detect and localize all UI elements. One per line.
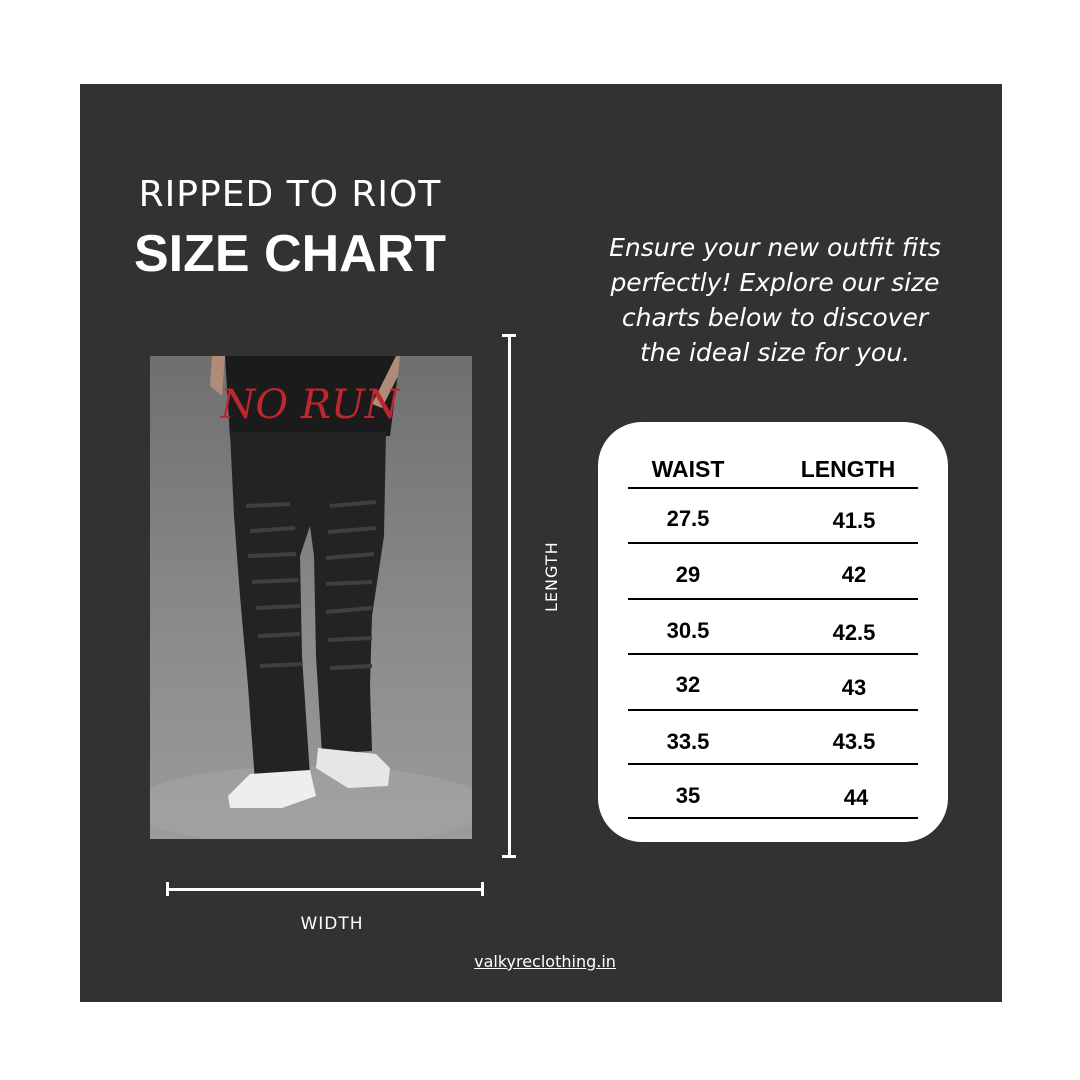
table-rule [628, 653, 918, 655]
length-measure-cap-bottom [502, 855, 516, 858]
length-measure-line [508, 336, 511, 856]
table-cell-waist: 32 [675, 672, 701, 697]
collection-subtitle: RIPPED TO RIOT [138, 174, 442, 215]
table-header-length: LENGTH [800, 456, 896, 482]
table-cell-length: 41.5 [832, 508, 876, 533]
table-cell-length: 43.5 [832, 729, 876, 754]
table-cell-waist: 30.5 [666, 618, 710, 643]
table-rule [628, 817, 918, 819]
page-title: SIZE CHART [134, 225, 446, 283]
table-cell-length: 42.5 [832, 620, 876, 645]
width-measure-cap-left [166, 882, 169, 896]
width-measure-label: WIDTH [300, 914, 364, 934]
table-rule [628, 763, 918, 765]
website-link[interactable]: valkyreclothing.in [474, 952, 616, 971]
length-measure-cap-top [502, 334, 516, 337]
table-cell-waist: 33.5 [666, 729, 710, 754]
width-measure-line [168, 888, 483, 891]
table-rule [628, 598, 918, 600]
tagline: Ensure your new outfit fits perfectly! Explore our size charts below to discover the ideal size for you. [609, 233, 941, 367]
table-header-waist: WAIST [651, 456, 725, 482]
product-photo [150, 356, 472, 839]
table-rule [628, 709, 918, 711]
table-rule [628, 542, 918, 544]
size-chart-card [80, 84, 1002, 1002]
table-cell-waist: 35 [675, 783, 701, 808]
size-table [598, 422, 948, 842]
table-cell-length: 43 [841, 675, 867, 700]
table-cell-waist: 27.5 [666, 506, 710, 531]
table-cell-waist: 29 [675, 562, 701, 587]
table-rule [628, 487, 918, 489]
table-cell-length: 44 [843, 785, 869, 810]
table-cell-length: 42 [841, 562, 867, 587]
width-measure-cap-right [481, 882, 484, 896]
shirt-print-text: NO RUN [220, 382, 400, 428]
length-measure-label: LENGTH [542, 541, 561, 612]
